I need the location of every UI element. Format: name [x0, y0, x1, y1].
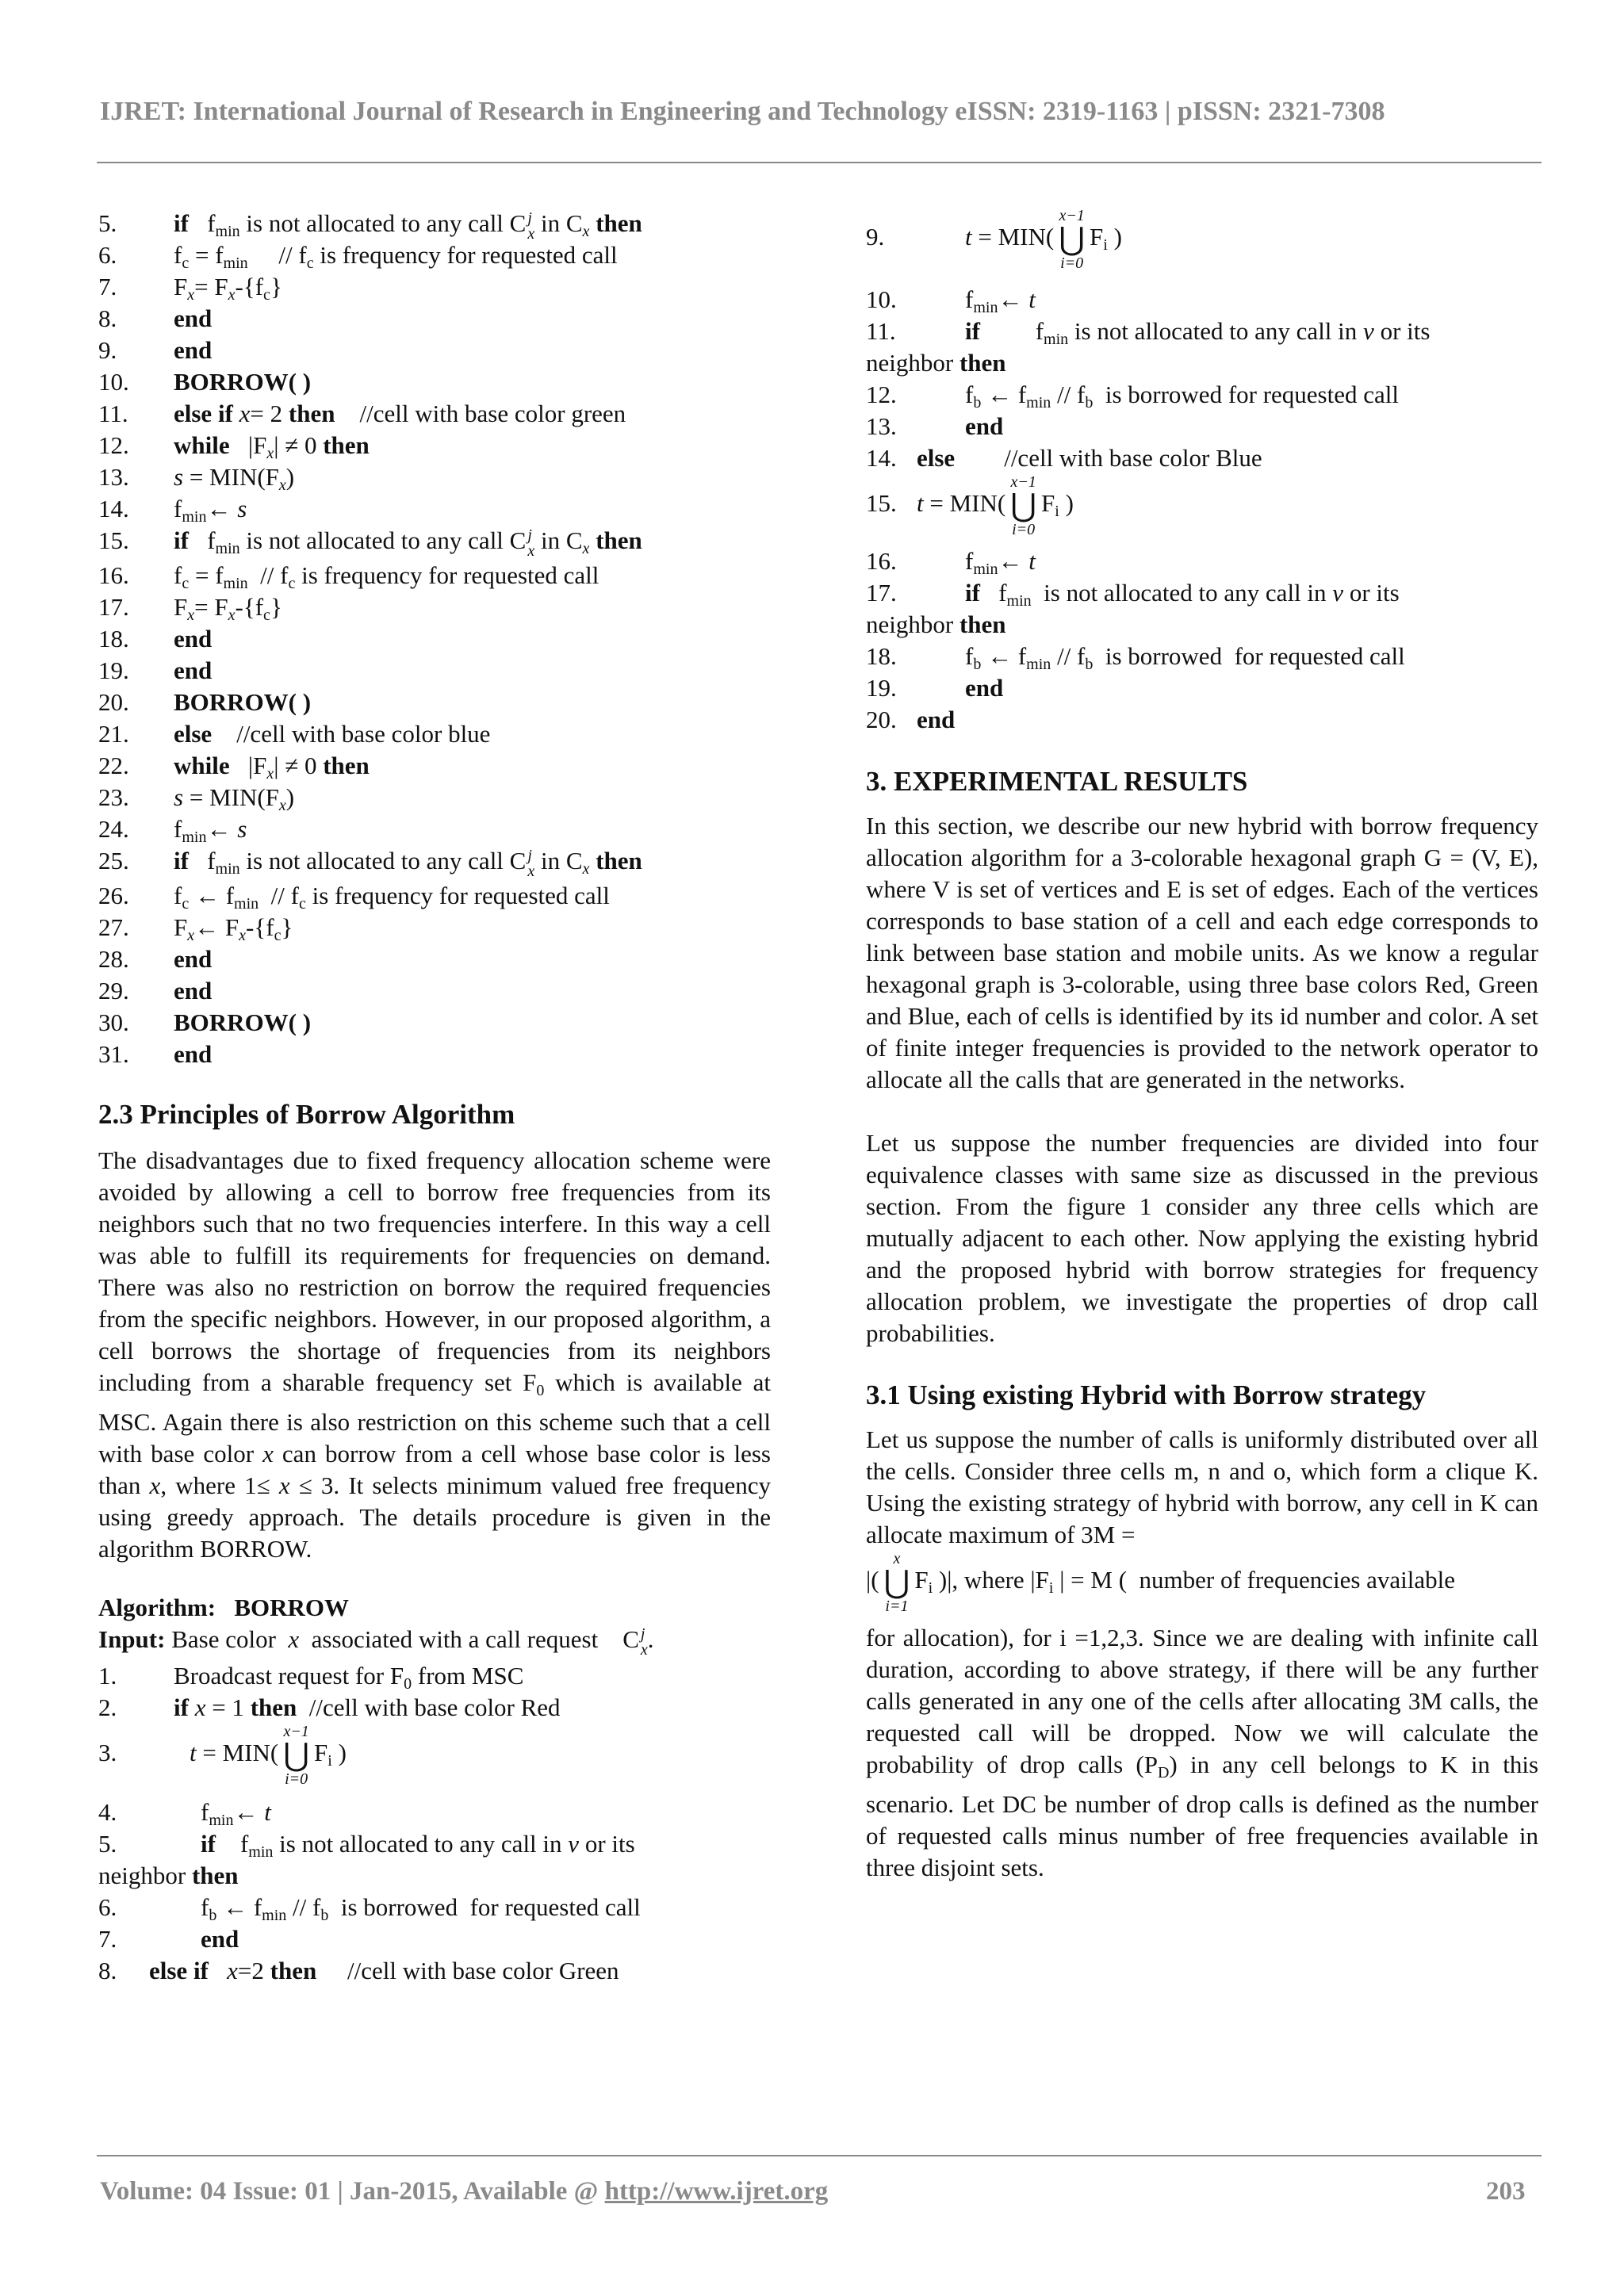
- right-column: [866, 208, 1538, 1884]
- page-number: 203: [1486, 2177, 1526, 2206]
- algo-line-9: 9. end: [98, 336, 213, 364]
- borrow-line-6: 6. $f_b$ ← $f_{min} // f_b$ is borrowed for requested call: [98, 1893, 641, 1924]
- algo-line-23: 23. $s = MIN(F_x)$: [98, 783, 295, 814]
- section-3-1-paragraph-2: for allocation), for i =1,2,3. Since we are dealing with infinite call duration, according to above strategy, if there will be any further calls generated in any one of the cells after allocating 3M calls, the requested call will be dropped. Now we will calculate the probability of drop calls $(P_D)$ in any cell belongs to K in this scenario. Let DC be number of drop calls is defined as the number of requested calls minus number of free frequencies available in three disjoint sets.: [866, 1624, 1539, 1881]
- borrow-line-4: 4. $f_{min}\leftarrow$ t: [98, 1798, 271, 1829]
- borrow-line-5: 5. if $f_{min}$ is not allocated to any call in v or its: [98, 1830, 635, 1861]
- borrow-line-8: 8. else if x=2 then //cell with base color Green: [98, 1957, 619, 1984]
- algo-line-15: 15. if $f_{min}$ is not allocated to any call C j x in $C_x$ then: [98, 526, 642, 560]
- journal-header: IJRET: International Journal of Research in Engineering and Technology eISSN: 2319-1163 | pISSN: 2321-7308: [100, 97, 1385, 126]
- algo-line-12: 12. while $|F_x| \ne 0$ then: [98, 431, 370, 462]
- section-3-1-formula: |( x ⋃ i=1 $F_i$ )|, where $|F_i$ | = M ( number of frequencies available: [866, 1550, 1456, 1615]
- borrow-line-11-cont: neighbor then: [866, 349, 1006, 377]
- borrow-line-17: 17. if $f_{min}$ is not allocated to any call in v or its: [866, 579, 1400, 610]
- algo-line-22: 22. while $|F_x| \ne 0$ then: [98, 752, 370, 783]
- section-2-3-title: 2.3 Principles of Borrow Algorithm: [98, 1099, 515, 1130]
- algo-line-28: 28. end: [98, 945, 213, 973]
- section-3-1-title: 3.1 Using existing Hybrid with Borrow strategy: [866, 1380, 1427, 1410]
- borrow-line-9: 9. t = MIN( x−1 ⋃ i=0 $F_i$ ): [866, 207, 1122, 272]
- algo-line-7: 7. $F_x= F_x-\{f_c\}$: [98, 273, 282, 304]
- algo-line-30: 30. BORROW( ): [98, 1008, 312, 1036]
- borrow-line-11: 11. if $f_{min}$ is not allocated to any call in v or its: [866, 317, 1431, 348]
- borrow-line-20: 20. end: [866, 706, 956, 733]
- algo-line-24: 24. $f_{min}\leftarrow$ s: [98, 815, 247, 846]
- algo-line-31: 31. end: [98, 1040, 213, 1068]
- algorithm-title: Algorithm: BORROW: [98, 1594, 350, 1621]
- borrow-line-7: 7. end: [98, 1925, 239, 1953]
- borrow-line-15: 15. t = MIN( x−1 ⋃ i=0 $F_i$ ): [866, 473, 1074, 538]
- section-3-1-paragraph-1: Let us suppose the number of calls is uniformly distributed over all the cells. Consider three cells m, n and o, which form a clique K. Using the existing strategy of hybrid with borrow, any cell in K can allocate maximum of 3M =: [866, 1425, 1538, 1548]
- borrow-line-16: 16. $f_{min}\leftarrow$ t: [866, 547, 1036, 578]
- union-symbol: x ⋃ i=1: [883, 1550, 910, 1615]
- borrow-line-5-cont: neighbor then: [98, 1862, 239, 1889]
- union-symbol: x−1 ⋃ i=0: [283, 1723, 310, 1788]
- algo-line-6: 6. $f_c = f_{min}$ // $f_c$ is frequency for requested call: [98, 241, 618, 272]
- borrow-line-2: 2. if x = 1 then //cell with base color Red: [98, 1693, 561, 1721]
- borrow-line-13: 13. end: [866, 412, 1004, 440]
- borrow-line-1: 1. Broadcast request for $F_0$ from MSC: [98, 1662, 524, 1693]
- left-column: [98, 208, 771, 1987]
- footer-rule: [97, 2155, 1542, 2156]
- algo-line-29: 29. end: [98, 977, 213, 1004]
- algo-line-18: 18. end: [98, 625, 213, 652]
- borrow-line-17-cont: neighbor then: [866, 610, 1006, 638]
- algo-line-10: 10. BORROW( ): [98, 368, 312, 396]
- section-3-paragraph-2: Let us suppose the number frequencies are divided into four equivalence classes with same size as discussed in the previous section. From the figure 1 consider any three cells which are mutually adjacent to each other. Now applying the existing hybrid and the proposed hybrid with borrow strategies for frequency allocation problem, we investigate the properties of drop call probabilities.: [866, 1129, 1538, 1347]
- algo-line-27: 27. $F_x\leftarrow$ $F_x-\{f_c\}$: [98, 913, 293, 944]
- algo-line-21: 21. else //cell with base color blue: [98, 720, 491, 748]
- union-symbol: x−1 ⋃ i=0: [1010, 473, 1037, 538]
- algo-line-5: 5. if $f_{min}$ is not allocated to any call C j x in $C_x$ then: [98, 209, 642, 243]
- algorithm-input: Input: Base color x associated with a call request C j x .: [98, 1624, 654, 1659]
- footer-text: Volume: 04 Issue: 01 | Jan-2015, Available @ http://www.ijret.org: [100, 2177, 829, 2206]
- header-rule: [97, 162, 1542, 163]
- algo-line-16: 16. $f_c = f_{min} // f_c$ is frequency for requested call: [98, 561, 599, 592]
- algo-line-17: 17. $F_x= F_x-\{f_c\}$: [98, 593, 282, 624]
- algo-line-19: 19. end: [98, 656, 213, 684]
- algo-line-14: 14. $f_{min}\leftarrow$ s: [98, 495, 247, 526]
- borrow-line-18: 18. $f_b$ ← $f_{min} // f_b$ is borrowed for requested call: [866, 642, 1405, 673]
- borrow-line-12: 12. $f_b$ ← $f_{min} // f_b$ is borrowed for requested call: [866, 381, 1399, 411]
- section-2-3-paragraph: The disadvantages due to fixed frequency allocation scheme were avoided by allowing a cell to borrow free frequencies from its neighbors such that no two frequencies interfere. In this way a cell was able to fulfill its requirements for frequencies on demand. There was also no restriction on borrow the required frequencies from the specific neighbors. However, in our proposed algorithm, a cell borrows the shortage of frequencies from its neighbors including from a sharable frequency set $F_0$ which is available at MSC. Again there is also restriction on this scheme such that a cell with base color x can borrow from a cell whose base color is less than x, where 1≤ x ≤ 3. It selects minimum valued free frequency using greedy approach. The details procedure is given in the algorithm BORROW.: [98, 1146, 772, 1563]
- union-symbol: x−1 ⋃ i=0: [1059, 207, 1086, 272]
- algo-line-20: 20. BORROW( ): [98, 688, 312, 716]
- section-3-title: 3. EXPERIMENTAL RESULTS: [866, 766, 1248, 797]
- algo-line-13: 13. $s = MIN(F_x)$: [98, 463, 295, 494]
- algo-line-11: 11. else if x= 2 then //cell with base color green: [98, 400, 626, 427]
- algo-line-8: 8. end: [98, 304, 213, 332]
- algo-line-25: 25. if $f_{min}$ is not allocated to any call C j x in $C_x$ then: [98, 846, 642, 880]
- journal-link[interactable]: http://www.ijret.org: [604, 2177, 829, 2206]
- borrow-line-14: 14. else //cell with base color Blue: [866, 444, 1262, 472]
- borrow-line-19: 19. end: [866, 674, 1004, 702]
- borrow-line-3: 3. t = MIN( x−1 ⋃ i=0 $F_i$ ): [98, 1723, 347, 1788]
- section-3-paragraph-1: In this section, we describe our new hybrid with borrow frequency allocation algorithm for a 3-colorable hexagonal graph G = (V, E), where V is set of vertices and E is set of edges. Each of the vertices corresponds to base station of a cell and each edge corresponds to link between base station and mobile units. As we know a regular hexagonal graph is 3-colorable, using three base colors Red, Green and Blue, each of cells is identified by its id number and color. A set of finite integer frequencies is provided to the network operator to allocate all the calls that are generated in the networks.: [866, 812, 1538, 1093]
- algo-line-26: 26. $f_c$ ← $f_{min} // f_c$ is frequency for requested call: [98, 882, 610, 913]
- borrow-line-10: 10. $f_{min}\leftarrow$ t: [866, 285, 1036, 316]
